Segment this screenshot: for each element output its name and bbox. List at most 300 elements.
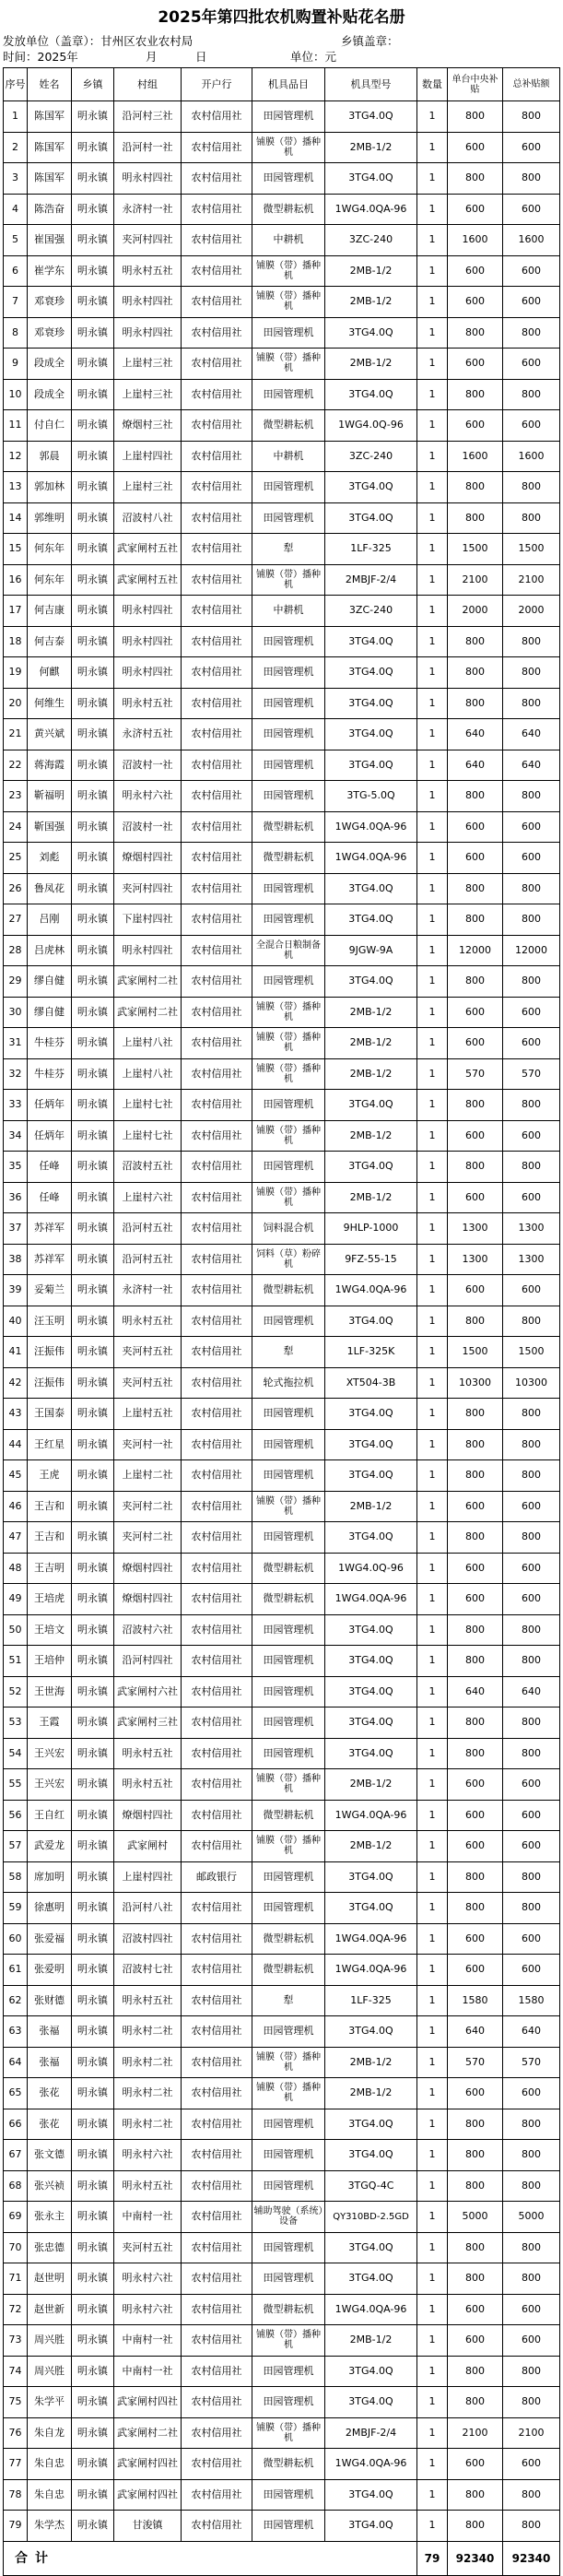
name-cell: 崔学东: [28, 255, 72, 287]
village-cell: 夹河村二社: [114, 1522, 182, 1554]
table-row: [4, 564, 560, 596]
name-cell: 何吉泰: [28, 626, 72, 657]
town-cell: 明永镇: [72, 1707, 114, 1739]
quantity-cell: 1: [417, 719, 448, 750]
name-cell: 赵世明: [28, 2263, 72, 2295]
bank-cell: 农村信用社: [182, 904, 252, 936]
town-cell: 明永镇: [72, 472, 114, 503]
model-cell: 3TG4.0Q: [325, 657, 417, 689]
village-cell: 沿河村一社: [114, 132, 182, 163]
table-row: [4, 843, 560, 874]
name-cell: 郭维明: [28, 502, 72, 534]
index-cell: 62: [4, 1985, 28, 2016]
bank-cell: 农村信用社: [182, 2078, 252, 2109]
total-subsidy-cell: 800: [503, 626, 560, 657]
unit-subsidy-cell: 800: [448, 657, 503, 689]
table-row: [4, 1491, 560, 1522]
model-cell: 2MB-1/2: [325, 997, 417, 1028]
table-row: [4, 2325, 560, 2357]
town-cell: 明永镇: [72, 2170, 114, 2202]
bank-cell: 农村信用社: [182, 626, 252, 657]
category-cell: 田园管理机: [252, 781, 325, 812]
quantity-cell: 1: [417, 564, 448, 596]
table-row: [4, 1738, 560, 1769]
total-subsidy-cell: 800: [503, 1152, 560, 1183]
index-cell: 15: [4, 534, 28, 565]
bank-cell: 农村信用社: [182, 1676, 252, 1707]
quantity-cell: 1: [417, 2016, 448, 2048]
table-row: [4, 441, 560, 472]
total-subsidy-cell: 800: [503, 1429, 560, 1460]
village-cell: 沼波村六社: [114, 1614, 182, 1646]
model-cell: 3TG4.0Q: [325, 1614, 417, 1646]
town-cell: 明永镇: [72, 2047, 114, 2078]
town-cell: 明永镇: [72, 2387, 114, 2418]
quantity-cell: 1: [417, 1337, 448, 1368]
town-cell: 明永镇: [72, 1861, 114, 1893]
bank-cell: 农村信用社: [182, 750, 252, 781]
quantity-cell: 1: [417, 2202, 448, 2233]
model-cell: 1WG4.0QA-96: [325, 194, 417, 225]
village-cell: 武家闸村四社: [114, 2387, 182, 2418]
bank-cell: 农村信用社: [182, 1152, 252, 1183]
unit-subsidy-cell: 600: [448, 1800, 503, 1831]
quantity-cell: 1: [417, 255, 448, 287]
index-cell: 12: [4, 441, 28, 472]
model-cell: 3TG4.0Q: [325, 2140, 417, 2171]
village-cell: 上崖村五社: [114, 1399, 182, 1430]
category-cell: 田园管理机: [252, 1460, 325, 1492]
town-cell: 明永镇: [72, 1213, 114, 1245]
index-cell: 30: [4, 997, 28, 1028]
index-cell: 50: [4, 1614, 28, 1646]
town-cell: 明永镇: [72, 1244, 114, 1275]
model-cell: 2MB-1/2: [325, 1491, 417, 1522]
quantity-cell: 1: [417, 317, 448, 349]
town-cell: 明永镇: [72, 1429, 114, 1460]
index-cell: 7: [4, 287, 28, 318]
unit-subsidy-cell: 800: [448, 2511, 503, 2542]
total-subsidy-cell: 600: [503, 811, 560, 843]
model-cell: 1LF-325: [325, 534, 417, 565]
bank-cell: 农村信用社: [182, 2449, 252, 2480]
bank-cell: 农村信用社: [182, 2170, 252, 2202]
town-cell: 明永镇: [72, 657, 114, 689]
table-row: [4, 1337, 560, 1368]
index-cell: 60: [4, 1923, 28, 1955]
quantity-cell: 1: [417, 441, 448, 472]
table-row: [4, 255, 560, 287]
category-cell: 铺膜（带）播种机: [252, 564, 325, 596]
table-row: [4, 1676, 560, 1707]
index-cell: 36: [4, 1182, 28, 1213]
total-subsidy-cell: 800: [503, 2263, 560, 2295]
model-cell: 3TG4.0Q: [325, 1460, 417, 1492]
bank-cell: 农村信用社: [182, 1090, 252, 1121]
total-subsidy-cell: 800: [503, 2511, 560, 2542]
table-row: [4, 626, 560, 657]
model-cell: 2MB-1/2: [325, 2047, 417, 2078]
bank-cell: 农村信用社: [182, 1522, 252, 1554]
index-cell: 24: [4, 811, 28, 843]
total-subsidy-cell: 600: [503, 410, 560, 442]
bank-cell: 农村信用社: [182, 132, 252, 163]
table-row: [4, 2417, 560, 2449]
model-cell: 2MB-1/2: [325, 287, 417, 318]
village-cell: 沿河村四社: [114, 1646, 182, 1677]
table-row: [4, 502, 560, 534]
unit-subsidy-cell: 800: [448, 1861, 503, 1893]
unit-subsidy-cell: 600: [448, 2449, 503, 2480]
total-subsidy-cell: 800: [503, 1460, 560, 1492]
name-cell: 崔国强: [28, 225, 72, 256]
index-cell: 23: [4, 781, 28, 812]
village-cell: 沼波村四社: [114, 1923, 182, 1955]
unit-subsidy-cell: 800: [448, 2232, 503, 2263]
total-subsidy-cell: 2100: [503, 2417, 560, 2449]
model-cell: 3TG4.0Q: [325, 2109, 417, 2140]
model-cell: 2MBJF-2/4: [325, 2417, 417, 2449]
unit-subsidy-cell: 1580: [448, 1985, 503, 2016]
name-cell: 靳国强: [28, 811, 72, 843]
total-subsidy-cell: 640: [503, 750, 560, 781]
header-row: [4, 68, 560, 101]
total-subsidy-cell: 640: [503, 1676, 560, 1707]
village-cell: 上崖村八社: [114, 1058, 182, 1090]
col-header-unit-subsidy: 单台中央补贴: [448, 68, 503, 101]
unit-subsidy-cell: 600: [448, 2294, 503, 2325]
table-row: [4, 719, 560, 750]
total-subsidy-cell: 800: [503, 657, 560, 689]
model-cell: 3TG4.0Q: [325, 719, 417, 750]
unit-subsidy-cell: 800: [448, 1522, 503, 1554]
category-cell: 田园管理机: [252, 163, 325, 195]
index-cell: 22: [4, 750, 28, 781]
town-cell: 明永镇: [72, 2479, 114, 2511]
town-cell: 明永镇: [72, 1460, 114, 1492]
table-row: [4, 1182, 560, 1213]
table-row: [4, 379, 560, 410]
town-cell: 明永镇: [72, 349, 114, 380]
quantity-cell: 1: [417, 287, 448, 318]
subsidy-table: [3, 67, 560, 2576]
category-cell: 田园管理机: [252, 2140, 325, 2171]
town-cell: 明永镇: [72, 317, 114, 349]
model-cell: 1WG4.0QA-96: [325, 1275, 417, 1306]
village-cell: 明永村五社: [114, 1738, 182, 1769]
town-cell: 明永镇: [72, 132, 114, 163]
town-cell: 明永镇: [72, 1614, 114, 1646]
model-cell: 3TG4.0Q: [325, 2387, 417, 2418]
index-cell: 28: [4, 935, 28, 966]
village-cell: 明永村五社: [114, 255, 182, 287]
town-cell: 明永镇: [72, 750, 114, 781]
table-row: [4, 534, 560, 565]
name-cell: 苏祥军: [28, 1213, 72, 1245]
name-cell: 牛桂芬: [28, 1028, 72, 1059]
village-cell: 明永村四社: [114, 935, 182, 966]
table-row: [4, 1769, 560, 1801]
quantity-cell: 1: [417, 750, 448, 781]
unit-subsidy-cell: 1300: [448, 1213, 503, 1245]
quantity-cell: 1: [417, 379, 448, 410]
model-cell: 2MB-1/2: [325, 349, 417, 380]
index-cell: 46: [4, 1491, 28, 1522]
table-row: [4, 101, 560, 133]
quantity-cell: 1: [417, 966, 448, 998]
village-cell: 上崖村二社: [114, 1460, 182, 1492]
name-cell: 王自红: [28, 1800, 72, 1831]
category-cell: 田园管理机: [252, 873, 325, 904]
village-cell: 武家闸村: [114, 1831, 182, 1862]
bank-cell: 农村信用社: [182, 2232, 252, 2263]
unit-subsidy-cell: 600: [448, 287, 503, 318]
table-row: [4, 2356, 560, 2387]
quantity-cell: 1: [417, 502, 448, 534]
index-cell: 64: [4, 2047, 28, 2078]
category-cell: 田园管理机: [252, 1090, 325, 1121]
total-subsidy-cell: 2000: [503, 596, 560, 627]
town-cell: 明永镇: [72, 1923, 114, 1955]
table-row: [4, 317, 560, 349]
category-cell: 田园管理机: [252, 2263, 325, 2295]
index-cell: 49: [4, 1584, 28, 1615]
unit-subsidy-cell: 800: [448, 101, 503, 133]
town-cell: 明永镇: [72, 1306, 114, 1337]
village-cell: 沿河村五社: [114, 1213, 182, 1245]
town-cell: 明永镇: [72, 2356, 114, 2387]
quantity-cell: 1: [417, 534, 448, 565]
category-cell: 犁: [252, 534, 325, 565]
category-cell: 田园管理机: [252, 1429, 325, 1460]
category-cell: 田园管理机: [252, 1676, 325, 1707]
bank-cell: 农村信用社: [182, 596, 252, 627]
model-cell: 3TG4.0Q: [325, 472, 417, 503]
total-subsidy-cell: 570: [503, 2047, 560, 2078]
quantity-cell: 1: [417, 2078, 448, 2109]
village-cell: 明永村六社: [114, 2263, 182, 2295]
name-cell: 席加明: [28, 1861, 72, 1893]
category-cell: 田园管理机: [252, 966, 325, 998]
name-cell: 张兴祯: [28, 2170, 72, 2202]
table-row: [4, 2016, 560, 2048]
quantity-cell: 1: [417, 2170, 448, 2202]
unit-subsidy-cell: 600: [448, 349, 503, 380]
total-subsidy-cell: 600: [503, 2449, 560, 2480]
total-subsidy-cell: 600: [503, 2325, 560, 2357]
total-subsidy-cell: 800: [503, 379, 560, 410]
model-cell: 3TG4.0Q: [325, 2479, 417, 2511]
unit-subsidy-cell: 2100: [448, 564, 503, 596]
town-cell: 明永镇: [72, 1491, 114, 1522]
total-subsidy-cell: 640: [503, 719, 560, 750]
village-cell: 上崖村四社: [114, 441, 182, 472]
town-cell: 明永镇: [72, 2325, 114, 2357]
name-cell: 王培文: [28, 1614, 72, 1646]
category-cell: 田园管理机: [252, 657, 325, 689]
name-cell: 邓衰珍: [28, 287, 72, 318]
village-cell: 武家闸村六社: [114, 1676, 182, 1707]
town-cell: 明永镇: [72, 1058, 114, 1090]
quantity-cell: 1: [417, 1955, 448, 1986]
quantity-cell: 1: [417, 843, 448, 874]
model-cell: 3TG4.0Q: [325, 626, 417, 657]
index-cell: 10: [4, 379, 28, 410]
table-row: [4, 225, 560, 256]
table-row: [4, 2109, 560, 2140]
village-cell: 沿河村五社: [114, 1244, 182, 1275]
index-cell: 19: [4, 657, 28, 689]
index-cell: 63: [4, 2016, 28, 2048]
bank-cell: 农村信用社: [182, 287, 252, 318]
total-subsidy-cell: 800: [503, 2140, 560, 2171]
town-seal-label: 乡镇盖章：: [341, 34, 399, 48]
village-cell: 明永村五社: [114, 1306, 182, 1337]
table-row: [4, 1399, 560, 1430]
total-row: [4, 2541, 560, 2575]
town-cell: 明永镇: [72, 410, 114, 442]
model-cell: 1WG4.0QA-96: [325, 1584, 417, 1615]
category-cell: 田园管理机: [252, 2511, 325, 2542]
model-cell: 3TG4.0Q: [325, 873, 417, 904]
town-cell: 明永镇: [72, 843, 114, 874]
index-cell: 51: [4, 1646, 28, 1677]
unit-subsidy-cell: 12000: [448, 935, 503, 966]
bank-cell: 农村信用社: [182, 2047, 252, 2078]
unit-subsidy-cell: 600: [448, 410, 503, 442]
document-title: 2025年第四批农机购置补贴花名册: [158, 8, 405, 27]
unit-subsidy-cell: 600: [448, 811, 503, 843]
table-row: [4, 287, 560, 318]
town-cell: 明永镇: [72, 379, 114, 410]
total-subsidy-cell: 600: [503, 1831, 560, 1862]
bank-cell: 农村信用社: [182, 502, 252, 534]
bank-cell: 农村信用社: [182, 2479, 252, 2511]
model-cell: 2MB-1/2: [325, 1120, 417, 1152]
category-cell: 微型耕耘机: [252, 1553, 325, 1584]
index-cell: 35: [4, 1152, 28, 1183]
index-cell: 61: [4, 1955, 28, 1986]
model-cell: 3TG4.0Q: [325, 163, 417, 195]
index-cell: 55: [4, 1769, 28, 1801]
total-subsidy-cell: 5000: [503, 2202, 560, 2233]
table-row: [4, 2479, 560, 2511]
village-cell: 夹河村一社: [114, 1429, 182, 1460]
bank-cell: 农村信用社: [182, 719, 252, 750]
bank-cell: 农村信用社: [182, 1491, 252, 1522]
bank-cell: 农村信用社: [182, 225, 252, 256]
index-cell: 37: [4, 1213, 28, 1245]
category-cell: 饲料混合机: [252, 1213, 325, 1245]
town-cell: 明永镇: [72, 1800, 114, 1831]
quantity-cell: 1: [417, 1738, 448, 1769]
bank-cell: 农村信用社: [182, 935, 252, 966]
unit-subsidy-cell: 640: [448, 2016, 503, 2048]
quantity-cell: 1: [417, 657, 448, 689]
name-cell: 郭晨: [28, 441, 72, 472]
category-cell: 田园管理机: [252, 2479, 325, 2511]
index-cell: 2: [4, 132, 28, 163]
unit-subsidy-cell: 640: [448, 1676, 503, 1707]
total-subsidy-cell: 800: [503, 781, 560, 812]
total-subsidy-cell: 1600: [503, 225, 560, 256]
model-cell: 9HLP-1000: [325, 1213, 417, 1245]
index-cell: 72: [4, 2294, 28, 2325]
index-cell: 31: [4, 1028, 28, 1059]
town-cell: 明永镇: [72, 2449, 114, 2480]
index-cell: 71: [4, 2263, 28, 2295]
unit-label: 单位：元: [290, 50, 337, 64]
model-cell: 3TG4.0Q: [325, 750, 417, 781]
name-cell: 何东年: [28, 564, 72, 596]
quantity-cell: 1: [417, 1460, 448, 1492]
name-cell: 王兴宏: [28, 1738, 72, 1769]
index-cell: 45: [4, 1460, 28, 1492]
category-cell: 铺膜（带）播种机: [252, 1120, 325, 1152]
village-cell: 明永村六社: [114, 2140, 182, 2171]
day-label: 日: [195, 50, 207, 64]
category-cell: 田园管理机: [252, 2232, 325, 2263]
model-cell: 3TG-5.0Q: [325, 781, 417, 812]
category-cell: 田园管理机: [252, 472, 325, 503]
category-cell: 田园管理机: [252, 317, 325, 349]
bank-cell: 农村信用社: [182, 1460, 252, 1492]
table-row: [4, 349, 560, 380]
name-cell: 刘彪: [28, 843, 72, 874]
category-cell: 田园管理机: [252, 1614, 325, 1646]
category-cell: 铺膜（带）播种机: [252, 1182, 325, 1213]
model-cell: 2MB-1/2: [325, 255, 417, 287]
model-cell: 3ZC-240: [325, 441, 417, 472]
table-row: [4, 1429, 560, 1460]
category-cell: 铺膜（带）播种机: [252, 2078, 325, 2109]
unit-subsidy-cell: 600: [448, 1491, 503, 1522]
bank-cell: 农村信用社: [182, 349, 252, 380]
model-cell: 3TGQ-4C: [325, 2170, 417, 2202]
unit-subsidy-cell: 600: [448, 255, 503, 287]
category-cell: 铺膜（带）播种机: [252, 132, 325, 163]
index-cell: 25: [4, 843, 28, 874]
town-cell: 明永镇: [72, 1646, 114, 1677]
col-header-total-subsidy: 总补贴额: [503, 68, 560, 101]
table-row: [4, 1120, 560, 1152]
bank-cell: 农村信用社: [182, 194, 252, 225]
village-cell: 明永村四社: [114, 163, 182, 195]
table-row: [4, 2294, 560, 2325]
town-cell: 明永镇: [72, 626, 114, 657]
table-row: [4, 132, 560, 163]
quantity-cell: 1: [417, 1429, 448, 1460]
name-cell: 朱自忠: [28, 2479, 72, 2511]
total-subsidy-cell: 800: [503, 2387, 560, 2418]
village-cell: 明永村六社: [114, 781, 182, 812]
town-cell: 明永镇: [72, 781, 114, 812]
name-cell: 王培虎: [28, 1584, 72, 1615]
category-cell: 铺膜（带）播种机: [252, 1491, 325, 1522]
model-cell: 1WG4.0QA-96: [325, 2449, 417, 2480]
category-cell: 中耕机: [252, 225, 325, 256]
unit-subsidy-cell: 1300: [448, 1244, 503, 1275]
category-cell: 田园管理机: [252, 1861, 325, 1893]
category-cell: 田园管理机: [252, 1738, 325, 1769]
model-cell: 3TG4.0Q: [325, 502, 417, 534]
total-subsidy-cell: 1300: [503, 1213, 560, 1245]
quantity-cell: 1: [417, 1028, 448, 1059]
index-cell: 20: [4, 688, 28, 719]
total-subsidy-cell: 800: [503, 1707, 560, 1739]
model-cell: 3TG4.0Q: [325, 904, 417, 936]
index-cell: 8: [4, 317, 28, 349]
